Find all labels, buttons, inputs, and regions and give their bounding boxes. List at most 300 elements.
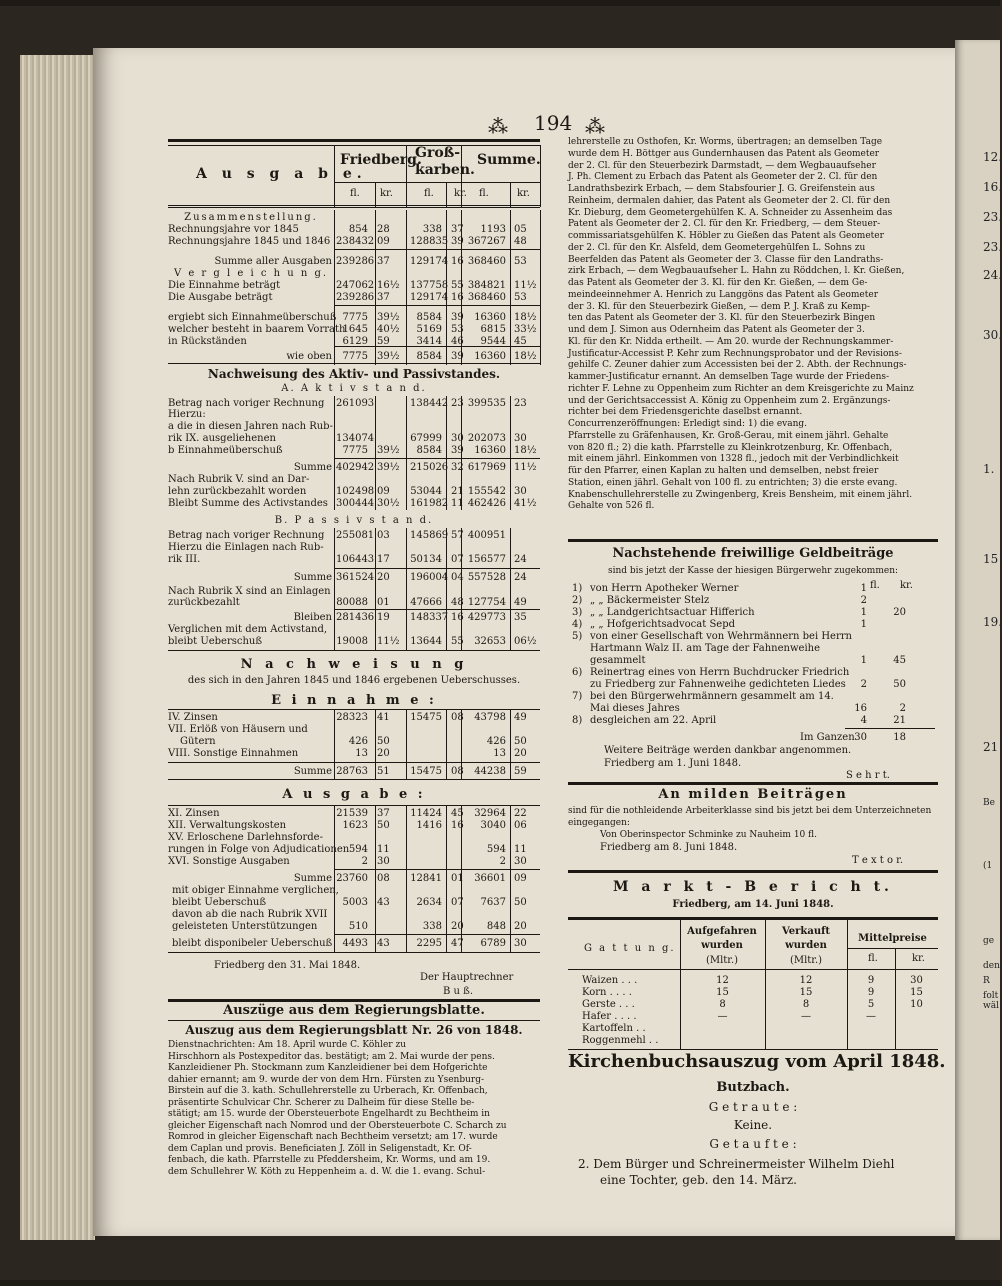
aktiv-value: 16360 xyxy=(474,445,506,456)
einnahme-value: 50 xyxy=(377,736,390,747)
ornament-left: ⁂ xyxy=(488,114,508,138)
einnahme-value: 426 xyxy=(486,736,506,747)
passiv-column-rule xyxy=(406,528,407,650)
ausgabe2-value: 50 xyxy=(377,820,390,831)
body-text-line: lehrerstelle zu Osthofen, Kr. Worms, übertragen; an demselben Tage xyxy=(568,137,883,147)
summary-value: 1193 xyxy=(480,224,506,235)
body-text-line: der 3. Kl. für den Steuerbezirk Gießen, — dem P. J. Kraß zu Kemp- xyxy=(568,301,870,312)
markt-grain: Gerste . . . xyxy=(582,999,635,1010)
passiv-value: 400951 xyxy=(467,530,506,541)
summary-value: 39 xyxy=(451,351,464,362)
milden-title: An milden Beiträgen xyxy=(658,787,848,802)
aktiv-value: 41½ xyxy=(514,498,537,509)
aktiv-value: 8584 xyxy=(416,445,442,456)
aktiv-value: 261093 xyxy=(336,398,375,409)
summary-value: 18½ xyxy=(514,351,537,362)
rule xyxy=(168,145,540,146)
item-fl: 1 xyxy=(860,619,867,630)
body-text-line: präsentirte Schulvicar Chr. Scherer zu Dalheim für diese Stelle be- xyxy=(168,1097,475,1108)
ausgabe2-value: 07 xyxy=(451,897,464,908)
aktiv-value: 102498 xyxy=(336,486,375,497)
item-text: Mai dieses Jahres xyxy=(590,703,680,714)
ausgabe2-value: 2 xyxy=(361,856,368,867)
ausgabe2-title: A u s g a b e : xyxy=(282,787,426,802)
kirchen-entry: 2. Dem Bürger und Schreinermeister Wilhelm Diehl xyxy=(578,1157,895,1171)
markt-grain: Kartoffeln . . xyxy=(582,1023,646,1034)
markt-value: 30 xyxy=(910,975,923,986)
einnahme-label: VIII. Sonstige Einnahmen xyxy=(168,748,299,759)
passiv-value: 03 xyxy=(377,530,390,541)
item-number: 2) xyxy=(572,595,583,606)
einnahme-value: 43798 xyxy=(474,712,506,723)
body-text-line: gehilfe C. Zeuner dahier zum Accessisten bei der 2. Abth. der Rechnungs- xyxy=(568,360,907,371)
ausgabe2-value: 36601 xyxy=(474,873,506,884)
item-text: von Herrn Apotheker Werner xyxy=(590,583,739,594)
book-edge xyxy=(20,55,95,1240)
summary-value: 53 xyxy=(514,256,527,267)
summary-value: 39 xyxy=(451,312,464,323)
summe-header: Summe. xyxy=(477,152,541,168)
ausgabe2-label: mit obiger Einnahme verglichen, xyxy=(172,885,339,896)
einnahme-value: 15475 xyxy=(410,766,442,777)
summary-value: 854 xyxy=(348,224,368,235)
body-text-line: Landrathsbezirk Erbach, — dem Stabsfourier J. G. Greifenstein aus xyxy=(568,184,875,194)
markt-col-header: (Mltr.) xyxy=(705,955,739,966)
summary-label: Die Einnahme beträgt xyxy=(168,280,281,291)
ausgabe2-value: 594 xyxy=(348,844,368,855)
friedberg-header: Friedberg. xyxy=(340,152,422,168)
section-rule xyxy=(568,539,938,542)
aktiv-value: 30 xyxy=(514,486,527,497)
body-text-line: commissariatsgehülfen K. Höbler zu Gießen das Patent als Geometer xyxy=(568,231,884,241)
item-text: „ „ Hofgerichtsadvocat Sepd xyxy=(590,619,736,630)
einnahme-column-rule xyxy=(446,709,447,779)
rule xyxy=(168,363,540,364)
body-text-line: Pfarrstelle zu Gräfenhausen, Kr. Groß-Gerau, mit einem jährl. Gehalte xyxy=(568,430,889,441)
summary-value: 39 xyxy=(451,236,464,247)
ausgabe2-value: 37 xyxy=(377,808,390,819)
rule xyxy=(568,969,938,970)
ausgabe2-value: 43 xyxy=(377,897,390,908)
adjacent-page-number: 15 xyxy=(983,552,999,566)
markt-col-header: Verkauft xyxy=(781,926,831,937)
milden-date: Friedberg am 8. Juni 1848. xyxy=(600,842,738,853)
item-text: Hartmann Walz II. am Tage der Fahnenweihe xyxy=(590,643,821,654)
summary-value: 45 xyxy=(514,336,527,347)
aktiv-value: 138442 xyxy=(410,398,449,409)
adjacent-page-number: 16. xyxy=(983,180,1002,194)
ausgabe-header: A u s g a b e. xyxy=(196,166,367,182)
passiv-value: 196004 xyxy=(410,572,449,583)
adjacent-page-number: 23. xyxy=(983,210,1002,224)
summary-value: 59 xyxy=(377,336,390,347)
rule xyxy=(568,1049,938,1050)
aktiv-title: A. A k t i v s t a n d. xyxy=(281,383,427,394)
body-text-line: Kr. Dieburg, dem Geometergehülfen K. A. Schneider zu Assenheim das xyxy=(568,207,893,218)
aktiv-label: rik IX. ausgeliehenen xyxy=(168,433,276,444)
einnahme-value: 49 xyxy=(514,712,527,723)
aktiv-value: 30 xyxy=(514,433,527,444)
markt-value: 15 xyxy=(799,987,813,998)
body-text-line: der 2. Cl. für den Steuerbezirk Darmstadt, — dem Wegbauaufseher xyxy=(568,160,876,171)
rule xyxy=(845,728,935,729)
markt-value: — xyxy=(866,1011,876,1022)
einnahme-column-rule xyxy=(461,709,462,779)
ausgabe2-value: 22 xyxy=(514,808,527,819)
summary-value: 338 xyxy=(422,224,442,235)
body-text-line: und dem J. Simon aus Odernheim das Patent als Geometer der 3. xyxy=(568,325,865,335)
aktiv-label: Nach Rubrik V. sind an Dar- xyxy=(168,474,310,485)
beitraege-note: Weitere Beiträge werden dankbar angenommen. xyxy=(604,745,852,756)
ausgabe2-column-rule xyxy=(461,805,462,952)
summary-value: 37 xyxy=(377,256,390,267)
summary-value: 09 xyxy=(377,236,390,247)
passiv-value: 13644 xyxy=(410,636,442,647)
beitraege-signature: S e h r t. xyxy=(846,770,890,781)
passiv-value: 04 xyxy=(451,572,464,583)
item-fl: 4 xyxy=(860,715,867,726)
ornament-right: ⁂ xyxy=(585,114,605,138)
aktiv-value: 09 xyxy=(377,486,390,497)
ausgabe2-value: 3040 xyxy=(480,820,506,831)
einnahme-value: 28763 xyxy=(336,766,368,777)
summary-value: 39½ xyxy=(377,351,400,362)
summary-value: 247062 xyxy=(336,280,375,291)
item-text: „ „ Landgerichtsactuar Hifferich xyxy=(590,607,755,618)
aktiv-column-rule xyxy=(461,396,462,510)
summary-value: 6129 xyxy=(342,336,368,347)
adjacent-page-number: 23. xyxy=(983,240,1002,254)
section-subtitle: Zusammenstellung. xyxy=(184,212,318,223)
kirchen-entry: eine Tochter, geb. den 14. März. xyxy=(600,1173,797,1187)
body-text-line: Kl. für den Kr. Nidda ertheilt. — Am 20. wurde der Rechnungskammer- xyxy=(568,336,894,347)
header-column-rule xyxy=(461,145,462,207)
ausgabe2-value: 21539 xyxy=(336,808,368,819)
body-text-line: Gehalte von 526 fl. xyxy=(568,501,655,512)
beitraege-date: Friedberg am 1. Juni 1848. xyxy=(604,758,742,769)
ausgabe2-label: bleibt disponibeler Ueberschuß xyxy=(172,938,333,949)
aktiv-value: 23 xyxy=(514,398,527,409)
summary-value: 9544 xyxy=(480,336,506,347)
header-bottom-rule xyxy=(168,205,540,206)
summary-value: 18½ xyxy=(514,312,537,323)
aktiv-label: Summe xyxy=(293,462,332,473)
ausgabe2-value: 6789 xyxy=(480,938,506,949)
markt-title: M a r k t - B e r i c h t. xyxy=(613,879,893,895)
ausgabe2-value: 45 xyxy=(451,808,464,819)
aktiv-value: 30 xyxy=(451,433,464,444)
ausgabe2-label: bleibt Ueberschuß xyxy=(172,897,267,908)
item-kr: 2 xyxy=(899,703,906,714)
aktiv-value: 462426 xyxy=(467,498,506,509)
rule xyxy=(168,762,540,763)
markt-date: Friedberg, am 14. Juni 1848. xyxy=(672,899,834,910)
unit-header: kr. xyxy=(380,188,393,199)
summary-value: 6815 xyxy=(480,324,506,335)
passiv-label: Verglichen mit dem Activstand, xyxy=(168,624,328,635)
passiv-value: 156577 xyxy=(467,554,506,565)
aktiv-value: 39½ xyxy=(377,462,400,473)
aktiv-label: Betrag nach voriger Rechnung xyxy=(168,398,325,409)
auszug-title: Auszug aus dem Regierungsblatt Nr. 26 von 1848. xyxy=(185,1023,523,1037)
ausgabe2-label: XI. Zinsen xyxy=(168,808,220,819)
nachweisung2-title: N a c h w e i s u n g xyxy=(240,657,468,672)
einnahme-value: 20 xyxy=(377,748,390,759)
summary-label: Rechnungsjahre vor 1845 xyxy=(168,224,299,235)
keine-text: Keine. xyxy=(733,1118,773,1132)
aktiv-value: 617969 xyxy=(467,462,506,473)
aktiv-column-rule xyxy=(510,396,511,510)
summary-value: 53 xyxy=(514,292,527,303)
rule xyxy=(168,709,540,710)
page-number: 194 xyxy=(534,111,573,135)
ausgabe2-value: 43 xyxy=(377,938,390,949)
summary-value: 368460 xyxy=(467,292,506,303)
aktiv-value: 11 xyxy=(451,498,464,509)
passiv-value: 127754 xyxy=(467,597,506,608)
ausgabe2-value: 47 xyxy=(451,938,464,949)
markt-value: 5 xyxy=(867,999,875,1010)
aktiv-value: 32 xyxy=(451,462,464,473)
ausgabe2-value: 594 xyxy=(486,844,506,855)
summary-value: 16 xyxy=(451,256,464,267)
milden-text: eingegangen: xyxy=(568,818,630,828)
ausgabe2-label: XV. Erloschene Darlehnsforde- xyxy=(168,832,323,843)
aktiv-value: 39½ xyxy=(377,445,400,456)
aktiv-value: 215026 xyxy=(410,462,449,473)
einnahme-label: Gütern xyxy=(180,736,216,747)
markt-grain: Waizen . . . xyxy=(582,975,638,986)
rule xyxy=(168,779,540,780)
header-column-rule xyxy=(334,145,335,207)
beitraege-subtitle: sind bis jetzt der Kasse der hiesigen Bürgerwehr zugekommen: xyxy=(607,566,899,576)
adjacent-page-fragment: den xyxy=(983,961,1000,971)
summary-value: 48 xyxy=(514,236,527,247)
body-text-line: gleicher Eigenschaft nach Nomrod und der Obersteuerbote C. Scharch zu xyxy=(168,1120,507,1131)
item-text: Reinertrag eines von Herrn Buchdrucker Friedrich xyxy=(590,667,850,678)
ausgabe2-value: 08 xyxy=(377,873,390,884)
section-rule xyxy=(568,782,938,785)
total-fl: 30 xyxy=(854,732,867,743)
summary-value: 7775 xyxy=(342,312,368,323)
markt-value: — xyxy=(801,1011,811,1022)
header-column-rule xyxy=(406,145,407,207)
item-number: 1) xyxy=(572,583,583,594)
ausgabe2-label: rungen in Folge von Adjudicationen xyxy=(168,844,350,855)
ausgabe2-value: 5003 xyxy=(342,897,368,908)
adjacent-page-fragment: R xyxy=(983,976,990,986)
body-text-line: wurde dem H. Böttger aus Gundernhausen das Patent als Geometer xyxy=(568,148,880,159)
summary-value: 37 xyxy=(377,292,390,303)
passiv-value: 01 xyxy=(377,597,390,608)
ausgabe2-value: 1416 xyxy=(416,820,442,831)
aktiv-value: 23 xyxy=(451,398,464,409)
summary-value: 53 xyxy=(451,324,464,335)
summary-value: 384821 xyxy=(467,280,506,291)
aktiv-value: 402942 xyxy=(336,462,375,473)
passiv-value: 80088 xyxy=(336,597,368,608)
body-text-line: Knabenschullehrerstelle zu Zwingenberg, Kreis Bensheim, mit einem jährl. xyxy=(568,489,913,500)
body-column-rule xyxy=(406,210,407,365)
adjacent-page-fragment: wäl xyxy=(983,1001,999,1011)
ausgabe2-value: 32964 xyxy=(474,808,506,819)
summary-value: 129174 xyxy=(410,256,449,267)
passiv-column-rule xyxy=(446,528,447,650)
einnahme-value: 08 xyxy=(451,712,464,723)
adjacent-page-fragment: (1 xyxy=(983,861,993,871)
unit-header: fl. xyxy=(424,188,434,199)
passiv-value: 106443 xyxy=(336,554,375,565)
rule xyxy=(168,952,540,953)
rule xyxy=(168,805,540,806)
summary-value: 239286 xyxy=(336,292,375,303)
aktiv-label: Bleibt Summe des Activstandes xyxy=(168,498,328,509)
aktiv-value: 161982 xyxy=(410,498,449,509)
ausgabe2-column-rule xyxy=(406,805,407,952)
body-text-line: Dienstnachrichten: Am 18. April wurde C. Köhler zu xyxy=(168,1040,406,1050)
summary-label: in Rückständen xyxy=(168,336,247,347)
summary-label: Die Ausgabe beträgt xyxy=(168,292,273,303)
markt-col-header: fl. xyxy=(868,953,878,964)
body-text-line: Concurrenzeröffnungen: Erledigt sind: 1) die evang. xyxy=(568,419,808,429)
body-column-rule xyxy=(510,210,511,365)
ausgabe2-label: XII. Verwaltungskosten xyxy=(168,820,287,831)
passiv-value: 20 xyxy=(377,572,390,583)
passiv-value: 24 xyxy=(514,572,527,583)
aktiv-column-rule xyxy=(375,396,376,510)
unit-header: kr. xyxy=(517,188,530,199)
passiv-value: 07 xyxy=(451,554,464,565)
ausgabe2-column-rule xyxy=(446,805,447,952)
ausgabe2-value: 30 xyxy=(377,856,390,867)
ausgabe2-value: 30 xyxy=(514,938,527,949)
aktiv-value: 134074 xyxy=(336,433,375,444)
markt-col-header: Aufgefahren xyxy=(687,926,757,937)
passiv-value: 19 xyxy=(377,612,390,623)
table-top-rule xyxy=(568,917,938,920)
passiv-value: 148337 xyxy=(410,612,449,623)
header-subcolumn-rule xyxy=(510,183,511,207)
markt-value: 9 xyxy=(867,987,875,998)
ausgabe2-column-rule xyxy=(375,805,376,952)
summary-value: 3414 xyxy=(416,336,442,347)
item-text: gesammelt xyxy=(590,655,646,666)
passiv-value: 35 xyxy=(514,612,527,623)
aktiv-value: 7775 xyxy=(342,445,368,456)
beitraege-title: Nachstehende freiwillige Geldbeiträge xyxy=(612,546,894,561)
adjacent-page-number: 19. xyxy=(983,615,1002,629)
nachweisung2-subtitle: des sich in den Jahren 1845 und 1846 ergebenen Ueberschusses. xyxy=(187,675,521,686)
milden-text: Von Oberinspector Schminke zu Nauheim 10 fl. xyxy=(600,830,817,840)
unit-fl: fl. xyxy=(870,580,880,591)
signature-date: Friedberg den 31. Mai 1848. xyxy=(214,960,361,971)
ausgabe2-value: 06 xyxy=(514,820,527,831)
body-text-line: fenbach, die kath. Pfarrstelle zu Pfeddersheim, Kr. Worms, und am 19. xyxy=(168,1155,491,1165)
kirchen-title: Kirchenbuchsauszug vom April 1848. xyxy=(568,1051,946,1072)
markt-value: 8 xyxy=(719,999,726,1010)
ausgabe2-value: 2634 xyxy=(416,897,442,908)
item-number: 8) xyxy=(572,715,583,726)
body-text-line: von 820 fl.; 2) die kath. Pfarrstelle zu Kleinkrotzenburg, Kr. Offenbach, xyxy=(568,442,893,453)
body-text-line: dem Schullehrer W. Köth zu Heppenheim a. d. W. die 1. evang. Schul- xyxy=(168,1166,486,1177)
summary-value: 239286 xyxy=(336,256,375,267)
summary-value: 129174 xyxy=(410,292,449,303)
body-text-line: stätigt; am 15. wurde der Obersteuerbote Engelhardt zu Bechtheim in xyxy=(168,1109,490,1119)
item-text: „ „ Bäckermeister Stelz xyxy=(590,595,710,606)
ausgabe2-value: 4493 xyxy=(342,938,368,949)
aktiv-label: b Einnahmeüberschuß xyxy=(168,445,283,456)
section-rule xyxy=(168,999,540,1002)
body-text-line: Hirschhorn als Postexpeditor das. bestätigt; am 2. Mai wurde der pens. xyxy=(168,1051,495,1062)
body-text-line: dahier ernannt; am 9. wurde der von dem Hrn. Fürsten zu Ysenburg- xyxy=(168,1074,485,1085)
aktiv-column-rule xyxy=(446,396,447,510)
body-text-line: richter F. Lehne zu Oppenheim zum Richter an dem Kreisgerichte zu Mainz xyxy=(568,383,914,394)
body-text-line: der 2. Cl. für den Kr. Alsfeld, dem Geometergehülfen L. Sohns zu xyxy=(568,242,866,253)
markt-col-header: Mittelpreise xyxy=(858,933,927,944)
adjacent-page-number: 24. xyxy=(983,268,1002,282)
item-fl: 1 xyxy=(860,583,867,594)
einnahme-value: 51 xyxy=(377,766,390,777)
markt-grain: Roggenmehl . . xyxy=(582,1035,659,1046)
einnahme-value: 20 xyxy=(514,748,527,759)
summary-value: 28 xyxy=(377,224,390,235)
summary-value: 1645 xyxy=(342,324,368,335)
ausgabe2-value: 11 xyxy=(514,844,527,855)
ausgabe2-value: 510 xyxy=(348,921,368,932)
nachweisung-title: Nachweisung des Aktiv- und Passivstandes. xyxy=(207,367,501,381)
summary-value: 46 xyxy=(451,336,464,347)
adjacent-page-fragment: folt xyxy=(983,991,999,1001)
einnahme-value: 13 xyxy=(493,748,506,759)
einnahme-column-rule xyxy=(510,709,511,779)
ausgabe2-value: 2295 xyxy=(416,938,442,949)
adjacent-page-number: 12. xyxy=(983,150,1002,164)
aktiv-value: 202073 xyxy=(467,433,506,444)
einnahme-column-rule xyxy=(334,709,335,779)
milden-text: sind für die nothleidende Arbeiterklasse sind bis jetzt bei dem Unterzeichneten xyxy=(568,806,932,816)
item-text: bei den Bürgerwehrmännern gesammelt am 14. xyxy=(590,691,834,702)
passiv-value: 16 xyxy=(451,612,464,623)
einnahme-value: 15475 xyxy=(410,712,442,723)
body-column-rule xyxy=(375,210,376,365)
einnahme-label: Summe xyxy=(293,766,332,777)
summary-value: 40½ xyxy=(377,324,400,335)
adjacent-page-number: 1. xyxy=(983,462,995,476)
passiv-value: 55 xyxy=(451,636,464,647)
body-text-line: Beerfelden das Patent als Geometer der 3. Classe für den Landraths- xyxy=(568,254,884,265)
passiv-label: zurückbezahlt xyxy=(168,597,240,608)
adjacent-page-fragment: ge xyxy=(983,936,995,946)
summary-label: Summe aller Ausgaben xyxy=(214,256,332,267)
body-text-line: Romrod in gleicher Eigenschaft nach Bechtheim versetzt; am 17. wurde xyxy=(168,1132,498,1142)
body-column-rule xyxy=(334,210,335,365)
summary-value: 16 xyxy=(451,292,464,303)
item-fl: 2 xyxy=(860,679,867,690)
passiv-value: 06½ xyxy=(514,636,537,647)
einnahme-title: E i n n a h m e : xyxy=(271,693,437,708)
item-kr: 45 xyxy=(893,655,906,666)
item-fl: 2 xyxy=(860,595,867,606)
passiv-value: 429773 xyxy=(467,612,506,623)
summary-label: ergiebt sich Einnahmeüberschuß xyxy=(168,312,337,323)
body-text-line: zirk Erbach, — dem Wegbauaufseher L. Hahn zu Röddchen, l. Kr. Gießen, xyxy=(568,266,905,277)
item-number: 5) xyxy=(572,631,583,642)
passiv-value: 557528 xyxy=(467,572,506,583)
einnahme-value: 13 xyxy=(355,748,368,759)
ausgabe2-label: geleisteten Unterstützungen xyxy=(172,921,318,932)
grosskarben-header-2: karben. xyxy=(415,162,475,178)
markt-value: 8 xyxy=(802,999,810,1010)
